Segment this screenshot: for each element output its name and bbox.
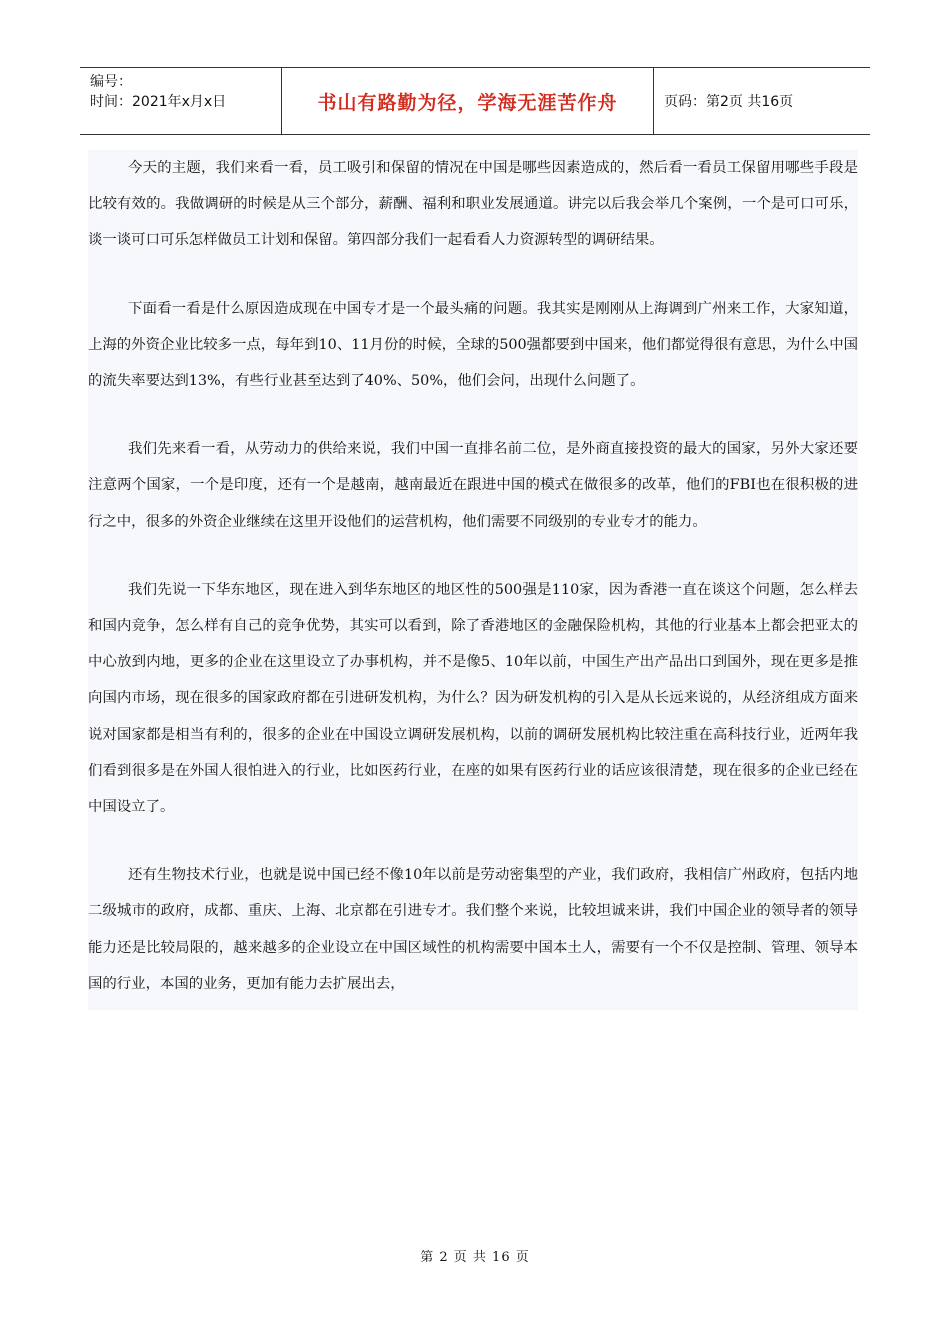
body-paragraph: 我们先来看一看，从劳动力的供给来说，我们中国一直排名前二位，是外商直接投资的最大的国家，另外大家还要注意两个国家，一个是印度，还有一个是越南，越南最近在跟进中国的模式在做很多的改革，他们的FBI也在很积极的进行之中，很多的外资企业继续在这里开设他们的运营机构，他们需要不同级别的专业专才的能力。 xyxy=(88,441,858,530)
header-meta xyxy=(80,68,282,134)
document-time-label: 时间：2021年x月x日 xyxy=(90,94,227,110)
body-paragraph: 今天的主题，我们来看一看，员工吸引和保留的情况在中国是哪些因素造成的，然后看一看员工保留用哪些手段是比较有效的。我做调研的时候是从三个部分，薪酬、福利和职业发展通道。讲完以后我会举几个案例，一个是可口可乐，谈一谈可口可乐怎样做员工计划和保留。第四部分我们一起看看人力资源转型的调研结果。 xyxy=(88,160,858,249)
page-header xyxy=(80,67,870,135)
document-number-label: 编号： xyxy=(90,74,132,90)
header-motto: 书山有路勤为径，学海无涯苦作舟 xyxy=(282,68,654,134)
body-paragraph: 下面看一看是什么原因造成现在中国专才是一个最头痛的问题。我其实是刚刚从上海调到广州来工作，大家知道，上海的外资企业比较多一点，每年到10、11月份的时候，全球的500强都要到中国来，他们都觉得很有意思，为什么中国的流失率要达到13%，有些行业甚至达到了40%、50%，他们会问，出现什么问题了。 xyxy=(88,300,858,390)
body-paragraph: 我们先说一下华东地区，现在进入到华东地区的地区性的500强是110家，因为香港一直在谈这个问题，怎么样去和国内竞争，怎么样有自己的竞争优势，其实可以看到，除了香港地区的金融保险机构，其他的行业基本上都会把亚太的中心放到内地，更多的企业在这里设立了办事机构，并不是像5、10年以前，中国生产出产品出口到国外，现在更多是推向国内市场，现在很多的国家政府都在引进研发机构，为什么？因为研发机构的引入是从长远来说的，从经济组成方面来说对国家都是相当有利的，很多的企业在中国设立调研发展机构，以前的调研发展机构比较注重在高科技行业，近两年我们看到很多是在外国人很怕进入的行业，比如医药行业，在座的如果有医药行业的话应该很清楚，现在很多的企业已经在中国设立了。 xyxy=(88,581,858,816)
header-page-info: 页码：第2页 共16页 xyxy=(664,94,794,110)
document-body xyxy=(88,150,858,1010)
body-paragraph: 还有生物技术行业，也就是说中国已经不像10年以前是劳动密集型的产业，我们政府，我相信广州政府，包括内地二级城市的政府，成都、重庆、上海、北京都在引进专才。我们整个来说，比较坦诚来讲，我们中国企业的领导者的领导能力还是比较局限的，越来越多的企业设立在中国区域性的机构需要中国本土人，需要有一个不仅是控制、管理、领导本国的行业，本国的业务，更加有能力去扩展出去， xyxy=(88,867,858,992)
page-footer: 第 2 页 共 16 页 xyxy=(420,1250,530,1265)
